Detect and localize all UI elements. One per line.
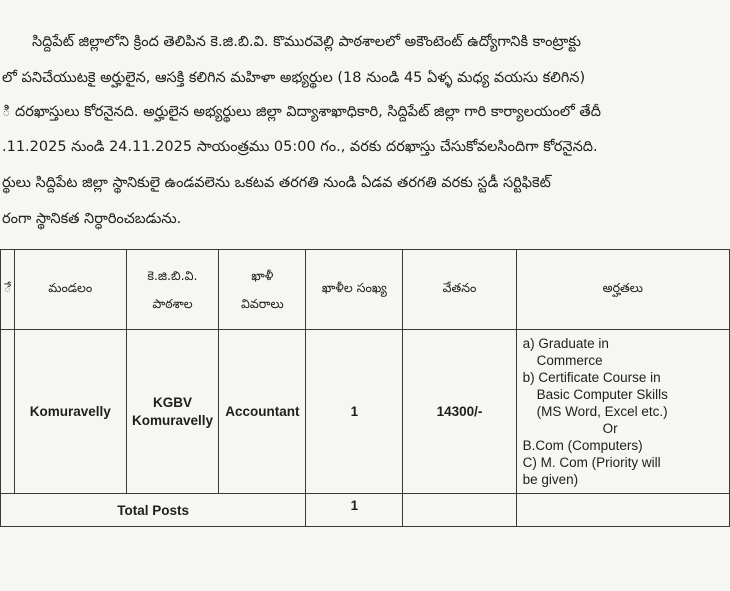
- paragraph-line-6: రంగా స్థానికత నిర్ధారించబడును.: [2, 211, 182, 227]
- table-header-row: [1, 250, 730, 330]
- qualification-line: Or: [602, 421, 618, 436]
- qualification-line: Commerce: [536, 353, 603, 368]
- header-vacancy-line1: ఖాళీ: [251, 267, 274, 283]
- header-vacancy-line2: వివరాలు: [240, 295, 284, 311]
- qualification-line: b) Certificate Course in: [522, 370, 661, 385]
- paragraph-line-1: సిద్దిపేట్ జిల్లాలోని క్రింద తెలిపిన కె.జి.బి.వి. కొమురవెల్లి పాఠశాలలో అకౌంటెంట్ ఉద్యోగానికి కాంట్రాక్టు: [32, 34, 581, 50]
- paragraph-line-3: ి దరఖాస్తులు కోరనైనది. అర్హులైన అభ్యర్థులు జిల్లా విద్యాశాఖాధికారి, సిద్దిపేట్ జిల్లా గారి కార్యాలయంలో తేదీ: [2, 104, 601, 120]
- header-school: [126, 250, 219, 330]
- header-school-line1: కె.జి.బి.వి.: [147, 267, 198, 283]
- header-col0: ే: [1, 250, 15, 330]
- total-empty-qualifications: [516, 494, 729, 527]
- total-label: Total Posts: [1, 494, 306, 527]
- row-qualifications: [516, 330, 729, 494]
- qualification-line: B.Com (Computers): [522, 438, 643, 453]
- total-empty-salary: [403, 494, 516, 527]
- table-total-row: [1, 494, 730, 527]
- row-mandal: Komuravelly: [14, 330, 126, 494]
- qualification-line: (MS Word, Excel etc.): [536, 404, 668, 419]
- row-post: Accountant: [219, 330, 306, 494]
- row-salary: 14300/-: [403, 330, 516, 494]
- header-qualifications: అర్హతలు: [516, 250, 729, 330]
- paragraph-line-2: లో పనిచేయుటకై అర్హులైన, ఆసక్తి కలిగిన మహిళా అభ్యర్థుల (18 నుండి 45 ఏళ్ళ మధ్య వయసు కలిగిన): [2, 70, 586, 86]
- qualification-line: Basic Computer Skills: [536, 387, 668, 402]
- row-count: 1: [306, 330, 403, 494]
- paragraph-line-5: ర్థులు సిద్దిపేట జిల్లా స్థానికులై ఉండవలెను ఒకటవ తరగతి నుండి ఏడవ తరగతి వరకు స్టడీ సర్టిఫికెట్: [2, 175, 551, 191]
- posts-table: [0, 249, 730, 527]
- row-school: [126, 330, 219, 494]
- header-school-line2: పాఠశాల: [152, 295, 193, 311]
- table-row: [1, 330, 730, 494]
- header-salary: వేతనం: [403, 250, 516, 330]
- header-count: ఖాళీల సంఖ్య: [306, 250, 403, 330]
- total-count: 1: [306, 494, 403, 527]
- qualification-line: C) M. Com (Priority will: [522, 455, 661, 470]
- qualification-line: a) Graduate in: [522, 336, 609, 351]
- row-school-line2: Komuravelly: [131, 412, 213, 428]
- header-mandal: మండలం: [14, 250, 126, 330]
- row-school-line1: KGBV: [152, 394, 192, 410]
- header-vacancy: [219, 250, 306, 330]
- paragraph-line-4: .11.2025 నుండి 24.11.2025 సాయంత్రము 05:00 గం., వరకు దరఖాస్తు చేసుకోవలసిందిగా కోరనైనది.: [2, 139, 598, 155]
- qualification-line: be given): [522, 472, 579, 487]
- row-col0: [1, 330, 15, 494]
